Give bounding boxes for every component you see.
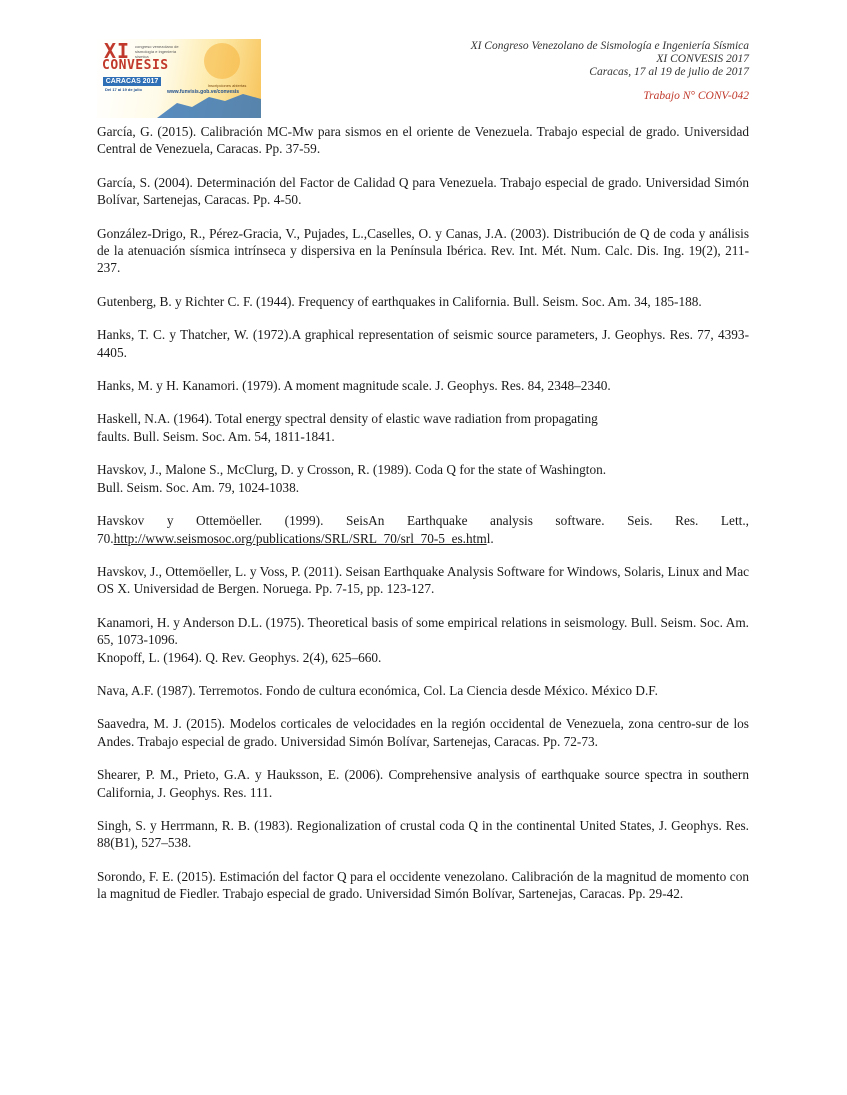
reference-line: Haskell, N.A. (1964). Total energy spectral density of elastic wave radiation from propagating (97, 411, 598, 427)
reference-item: Havskov, J., Ottemöeller, L. y Voss, P. (2011). Seisan Earthquake Analysis Software for Windows, Solaris, Linux and Mac OS X. Universidad de Bergen. Noruega. Pp. 7-15, pp. 123-127. (97, 563, 749, 597)
reference-text-tail: l. (486, 530, 494, 546)
reference-line: faults. Bull. Seism. Soc. Am. 54, 1811-1841. (97, 428, 335, 444)
reference-item: Knopoff, L. (1964). Q. Rev. Geophys. 2(4), 625–660. (97, 649, 382, 665)
logo-website: www.funvisis.gob.ve/convesis (167, 89, 240, 95)
reference-line: Bull. Seism. Soc. Am. 79, 1024-1038. (97, 479, 300, 495)
reference-item: González-Drigo, R., Pérez-Gracia, V., Pujades, L.,Caselles, O. y Canas, J.A. (2003). Distribución de Q de coda y análisis de la atenuación sísmica intrínseca y dispersiva en la Península Ibérica. Rev. Int. Mét. Num. Calc. Dis. Ing. 19(2), 211-237. (97, 225, 749, 276)
reference-item: Nava, A.F. (1987). Terremotos. Fondo de cultura económica, Col. La Ciencia desde México. México D.F. (97, 682, 658, 698)
header-place-date: Caracas, 17 al 19 de julio de 2017 (589, 66, 749, 78)
logo-inscriptions: Inscripciones abiertas (207, 83, 247, 88)
logo-dates: Del 17 al 19 de julio (105, 87, 142, 92)
reference-item: García, G. (2015). Calibración MC-Mw para sismos en el oriente de Venezuela. Trabajo especial de grado. Universidad Central de Venezuela, Caracas. Pp. 37-59. (97, 124, 749, 157)
logo-city-badge: CARACAS 2017 (103, 77, 161, 86)
conference-logo (97, 39, 261, 118)
reference-item (97, 461, 749, 496)
reference-item: Sorondo, F. E. (2015). Estimación del factor Q para el occidente venezolano. Calibración de la magnitud de momento con la magnitud de Fiedler. Trabajo especial de grado. Universidad Simón Bolívar, Sartenejas, Caracas. Pp. 29-42. (97, 868, 749, 902)
reference-item: Hanks, T. C. y Thatcher, W. (1972).A graphical representation of seismic source parameters, J. Geophys. Res. 77, 4393-4405. (97, 327, 749, 360)
reference-list (97, 123, 749, 919)
header-convesis: XI CONVESIS 2017 (656, 53, 749, 65)
reference-item: Kanamori, H. y Anderson D.L. (1975). Theoretical basis of some empirical relations in seismology. Bull. Seism. Soc. Am. 65, 1073-1096. (97, 614, 749, 648)
logo-subtitle: congreso venezolano de sismología e ingeniería sísmica (135, 44, 179, 59)
reference-item: Saavedra, M. J. (2015). Modelos corticales de velocidades en la región occidental de Venezuela, zona centro-sur de los Andes. Trabajo especial de grado. Universidad Simón Bolívar, Sartenejas, Caracas. Pp. 72-73. (97, 716, 749, 749)
header-congress: XI Congreso Venezolano de Sismología e Ingeniería Sísmica (470, 40, 749, 52)
reference-item: Singh, S. y Herrmann, R. B. (1983). Regionalization of crustal coda Q in the continental United States, J. Geophys. Res. 88(B1), 527–538. (97, 817, 749, 851)
header-trabajo-number: Trabajo N° CONV-042 (643, 90, 749, 102)
reference-item: Gutenberg, B. y Richter C. F. (1944). Frequency of earthquakes in California. Bull. Seism. Soc. Am. 34, 185-188. (97, 293, 702, 309)
reference-item: Hanks, M. y H. Kanamori. (1979). A moment magnitude scale. J. Geophys. Res. 84, 2348–2340. (97, 378, 611, 394)
reference-text: Havskov y Ottemöeller. (1999). SeisAn Earthquake analysis software. Seis. Res. Lett., 70. (97, 513, 749, 546)
reference-item: García, S. (2004). Determinación del Factor de Calidad Q para Venezuela. Trabajo especial de grado. Universidad Simón Bolívar, Sartenejas, Caracas. Pp. 4-50. (97, 174, 749, 208)
reference-item: Shearer, P. M., Prieto, G.A. y Hauksson, E. (2006). Comprehensive analysis of earthquake source spectra in southern California, J. Geophys. Res. 111. (97, 767, 749, 800)
reference-item (97, 512, 749, 547)
reference-line: Havskov, J., Malone S., McClurg, D. y Crosson, R. (1989). Coda Q for the state of Washington. (97, 462, 607, 478)
reference-item (97, 410, 749, 445)
page-header (471, 40, 749, 103)
reference-link[interactable]: http://www.seismosoc.org/publications/SRL/SRL_70/srl_70-5_es.htm (113, 530, 487, 546)
logo-xi: XI (104, 39, 131, 63)
logo-convesis: CONVESIS (102, 58, 169, 73)
